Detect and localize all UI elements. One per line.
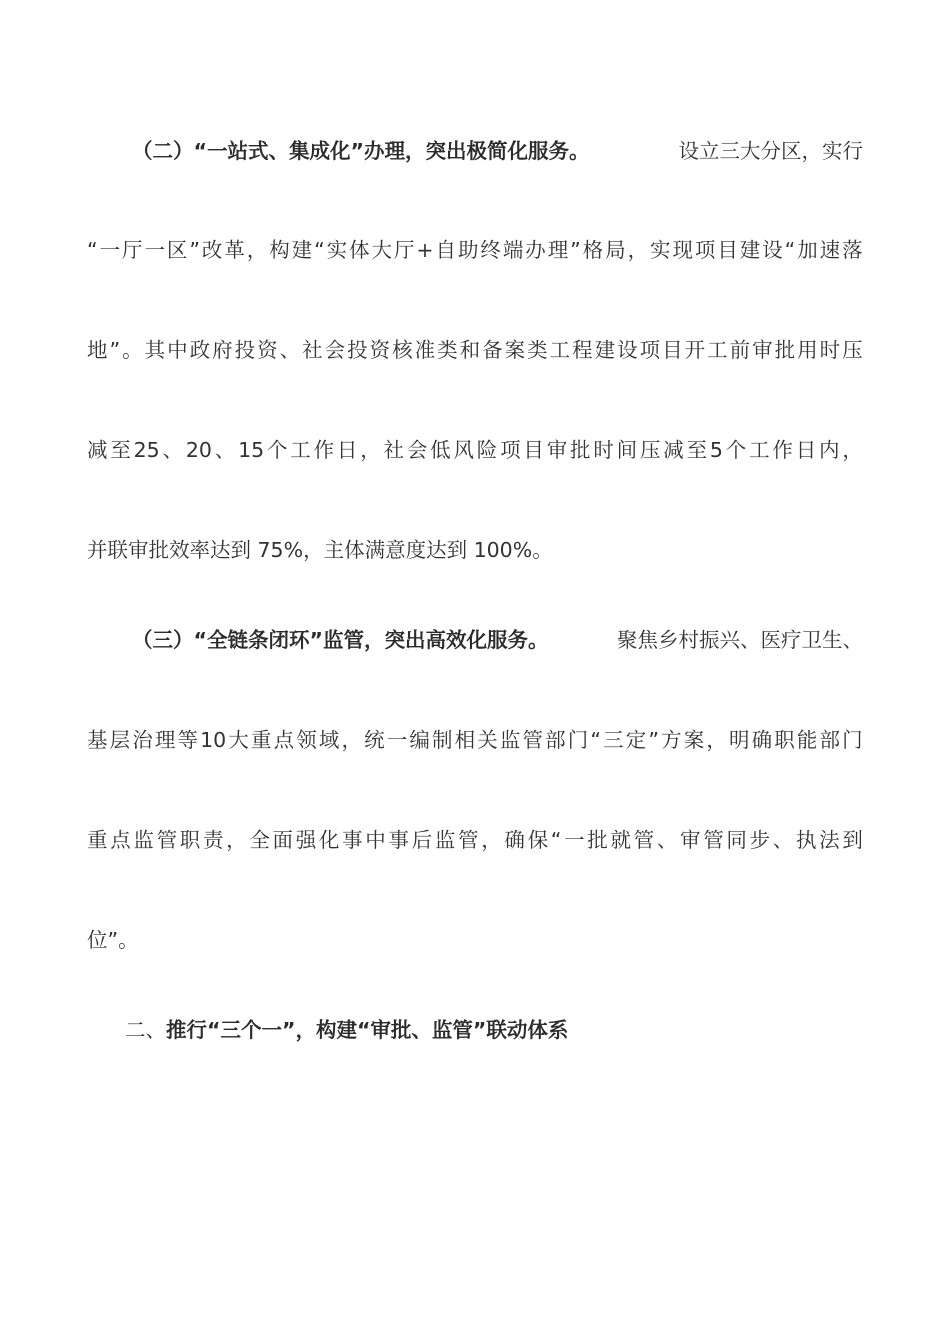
glyph: 类 (527, 338, 548, 362)
glyph: 门 (567, 728, 589, 752)
glyph: 内 (819, 438, 840, 462)
glyph: 大 (371, 238, 392, 262)
glyph: 其 (144, 338, 166, 362)
glyph: 层 (109, 728, 131, 752)
glyph: 项 (694, 238, 716, 262)
glyph: 府 (212, 338, 233, 362)
glyph: 至 (110, 438, 131, 462)
glyph: 一 (386, 728, 408, 752)
glyph: 批 (587, 828, 608, 852)
glyph: 革 (224, 238, 245, 262)
section-2-line-4 (87, 435, 863, 465)
glyph: 到 (842, 828, 863, 852)
glyph: 险 (476, 438, 498, 462)
glyph: 低 (430, 438, 451, 462)
glyph: 能 (796, 728, 818, 752)
glyph: 理 (154, 728, 176, 752)
glyph: 资 (369, 338, 391, 362)
glyph: 压 (639, 438, 661, 462)
glyph: 等 (177, 728, 198, 752)
glyph: 审 (680, 828, 701, 852)
glyph: 、 (214, 438, 236, 462)
glyph: 监 (499, 728, 521, 752)
glyph: 至 (686, 438, 708, 462)
glyph: 程 (572, 338, 593, 362)
glyph: 建 (739, 238, 761, 262)
glyph: ” (189, 238, 200, 262)
heading-2 (125, 1015, 568, 1045)
glyph: 法 (819, 828, 840, 852)
glyph: + (416, 238, 434, 262)
glyph: 治 (132, 728, 153, 752)
glyph: 构 (269, 238, 290, 262)
glyph: 目 (717, 238, 738, 262)
glyph: 5 (709, 438, 723, 462)
glyph: 投 (234, 338, 256, 362)
glyph: 资 (257, 338, 278, 362)
glyph: 一 (144, 238, 165, 262)
glyph: ” (570, 238, 581, 262)
glyph: 明 (728, 728, 750, 752)
glyph: 社 (302, 338, 323, 362)
glyph: 前 (729, 338, 751, 362)
glyph: 体 (349, 238, 370, 262)
glyph: 强 (295, 828, 317, 852)
glyph: 、 (162, 438, 184, 462)
glyph: 目 (662, 338, 683, 362)
section-2-line-5: 并联审批效率达到 75%，主体满意度达到 100%。 (87, 538, 553, 562)
glyph: 大 (228, 728, 249, 752)
glyph: 和 (459, 338, 481, 362)
glyph: 责 (202, 828, 224, 852)
glyph: 事 (342, 828, 363, 852)
glyph: 批 (570, 438, 591, 462)
glyph: 作 (313, 438, 335, 462)
glyph: 管 (156, 828, 178, 852)
section-2-line-2 (87, 235, 863, 265)
glyph: 相 (454, 728, 476, 752)
glyph: 现 (672, 238, 693, 262)
glyph: 一 (564, 828, 585, 852)
glyph: 管 (522, 728, 543, 752)
glyph: 政 (189, 338, 211, 362)
glyph: 工 (749, 438, 770, 462)
glyph: 中 (167, 338, 188, 362)
glyph: 保 (527, 828, 549, 852)
glyph: ， (341, 728, 362, 752)
glyph: 局 (605, 238, 626, 262)
glyph: 项 (500, 438, 521, 462)
glyph: 风 (453, 438, 474, 462)
glyph: 加 (797, 238, 818, 262)
section-3-line-2 (87, 725, 863, 755)
glyph: 编 (409, 728, 430, 752)
glyph: ， (360, 438, 381, 462)
glyph: ” (648, 728, 659, 752)
glyph: 20 (185, 438, 212, 462)
glyph: 类 (437, 338, 458, 362)
glyph: 10 (200, 728, 227, 752)
glyph: 化 (318, 828, 340, 852)
glyph: 助 (457, 238, 479, 262)
glyph: 目 (523, 438, 544, 462)
glyph: ” (109, 338, 121, 362)
glyph: 投 (347, 338, 368, 362)
glyph: 、 (656, 828, 678, 852)
glyph: “ (590, 728, 601, 752)
section-3-line-3 (87, 825, 863, 855)
glyph: 会 (406, 438, 428, 462)
glyph: 时 (819, 338, 841, 362)
glyph: 个 (266, 438, 288, 462)
glyph: 中 (365, 828, 386, 852)
glyph: 基 (87, 728, 108, 752)
glyph: 时 (593, 438, 614, 462)
glyph: 全 (249, 828, 270, 852)
section-3-line-1 (132, 625, 863, 655)
glyph: 审 (546, 438, 568, 462)
section-3-line-1-text: 聚焦乡村振兴、医疗卫生、 (617, 628, 863, 652)
glyph: 案 (683, 728, 705, 752)
glyph: 日 (336, 438, 358, 462)
glyph: 制 (431, 728, 453, 752)
glyph: ， (246, 238, 268, 262)
glyph: 实 (326, 238, 348, 262)
glyph: 批 (774, 338, 796, 362)
glyph: 点 (110, 828, 131, 852)
glyph: 同 (726, 828, 747, 852)
glyph: 间 (616, 438, 638, 462)
glyph: 工 (290, 438, 311, 462)
glyph: 重 (87, 828, 108, 852)
glyph: 压 (842, 338, 863, 362)
heading-2-prefix: 二、 (125, 1018, 166, 1042)
glyph: 门 (842, 728, 863, 752)
glyph: 面 (272, 828, 293, 852)
glyph: 域 (318, 728, 340, 752)
glyph: 备 (482, 338, 503, 362)
glyph: 格 (582, 238, 604, 262)
glyph: “ (784, 238, 796, 262)
glyph: 厅 (122, 238, 143, 262)
glyph: 自 (435, 238, 456, 262)
glyph: 、 (279, 338, 301, 362)
glyph: 减 (87, 438, 108, 462)
section-2-line-3 (87, 335, 863, 365)
glyph: 部 (819, 728, 840, 752)
glyph: 工 (549, 338, 571, 362)
glyph: 端 (502, 238, 524, 262)
glyph: 职 (774, 728, 795, 752)
glyph: 职 (179, 828, 201, 852)
glyph: 管 (458, 828, 479, 852)
glyph: 后 (411, 828, 433, 852)
glyph: 速 (819, 238, 841, 262)
glyph: ， (226, 828, 247, 852)
glyph: 建 (594, 338, 616, 362)
glyph: 案 (504, 338, 526, 362)
glyph: 项 (639, 338, 661, 362)
glyph: 办 (525, 238, 546, 262)
glyph: 领 (296, 728, 317, 752)
glyph: 执 (795, 828, 817, 852)
glyph: 个 (725, 438, 747, 462)
glyph: 开 (684, 338, 706, 362)
glyph: 设 (617, 338, 638, 362)
glyph: 、 (772, 828, 794, 852)
glyph: 工 (707, 338, 728, 362)
glyph: 25 (133, 438, 160, 462)
section-2-bold-lead: （二）“一站式、集成化”办理，突出极简化服务。 (132, 139, 590, 163)
glyph: 建 (291, 238, 313, 262)
glyph: ， (706, 728, 727, 752)
glyph: 15 (238, 438, 265, 462)
glyph: “ (550, 828, 562, 852)
glyph: 厅 (393, 238, 415, 262)
glyph: 一 (99, 238, 121, 262)
heading-2-text: 推行“三个一”，构建“审批、监管”联动体系 (166, 1018, 569, 1042)
section-2-line-1-text: 设立三大分区，实行 (678, 139, 863, 163)
glyph: 确 (751, 728, 773, 752)
glyph: 方 (661, 728, 682, 752)
glyph: 日 (795, 438, 817, 462)
glyph: 地 (87, 338, 108, 362)
glyph: 作 (772, 438, 793, 462)
glyph: 社 (383, 438, 405, 462)
glyph: 统 (364, 728, 385, 752)
glyph: 管 (633, 828, 655, 852)
glyph: “ (87, 238, 98, 262)
glyph: 。 (122, 338, 143, 362)
glyph: 三 (603, 728, 624, 752)
glyph: 部 (545, 728, 566, 752)
glyph: 就 (610, 828, 631, 852)
glyph: 改 (201, 238, 223, 262)
glyph: 核 (392, 338, 413, 362)
glyph: “ (314, 238, 325, 262)
glyph: ， (842, 438, 863, 462)
glyph: 关 (477, 728, 498, 752)
glyph: 审 (752, 338, 773, 362)
glyph: 落 (842, 238, 863, 262)
glyph: 管 (703, 828, 724, 852)
section-3-bold-lead: （三）“全链条闭环”监管，突出高效化服务。 (132, 628, 549, 652)
glyph: 点 (273, 728, 295, 752)
glyph: 区 (166, 238, 188, 262)
glyph: 设 (762, 238, 783, 262)
glyph: 步 (749, 828, 771, 852)
glyph: ， (627, 238, 649, 262)
section-3-line-4: 位”。 (87, 928, 139, 952)
glyph: 监 (434, 828, 456, 852)
section-2-line-1 (132, 136, 863, 166)
glyph: 确 (504, 828, 525, 852)
glyph: 准 (414, 338, 436, 362)
glyph: 重 (250, 728, 272, 752)
glyph: 用 (797, 338, 818, 362)
glyph: 定 (625, 728, 647, 752)
glyph: 减 (663, 438, 684, 462)
glyph: 终 (480, 238, 501, 262)
glyph: 实 (650, 238, 671, 262)
glyph: 理 (547, 238, 569, 262)
glyph: 监 (133, 828, 154, 852)
glyph: 会 (324, 338, 346, 362)
glyph: 事 (388, 828, 409, 852)
glyph: ， (481, 828, 502, 852)
